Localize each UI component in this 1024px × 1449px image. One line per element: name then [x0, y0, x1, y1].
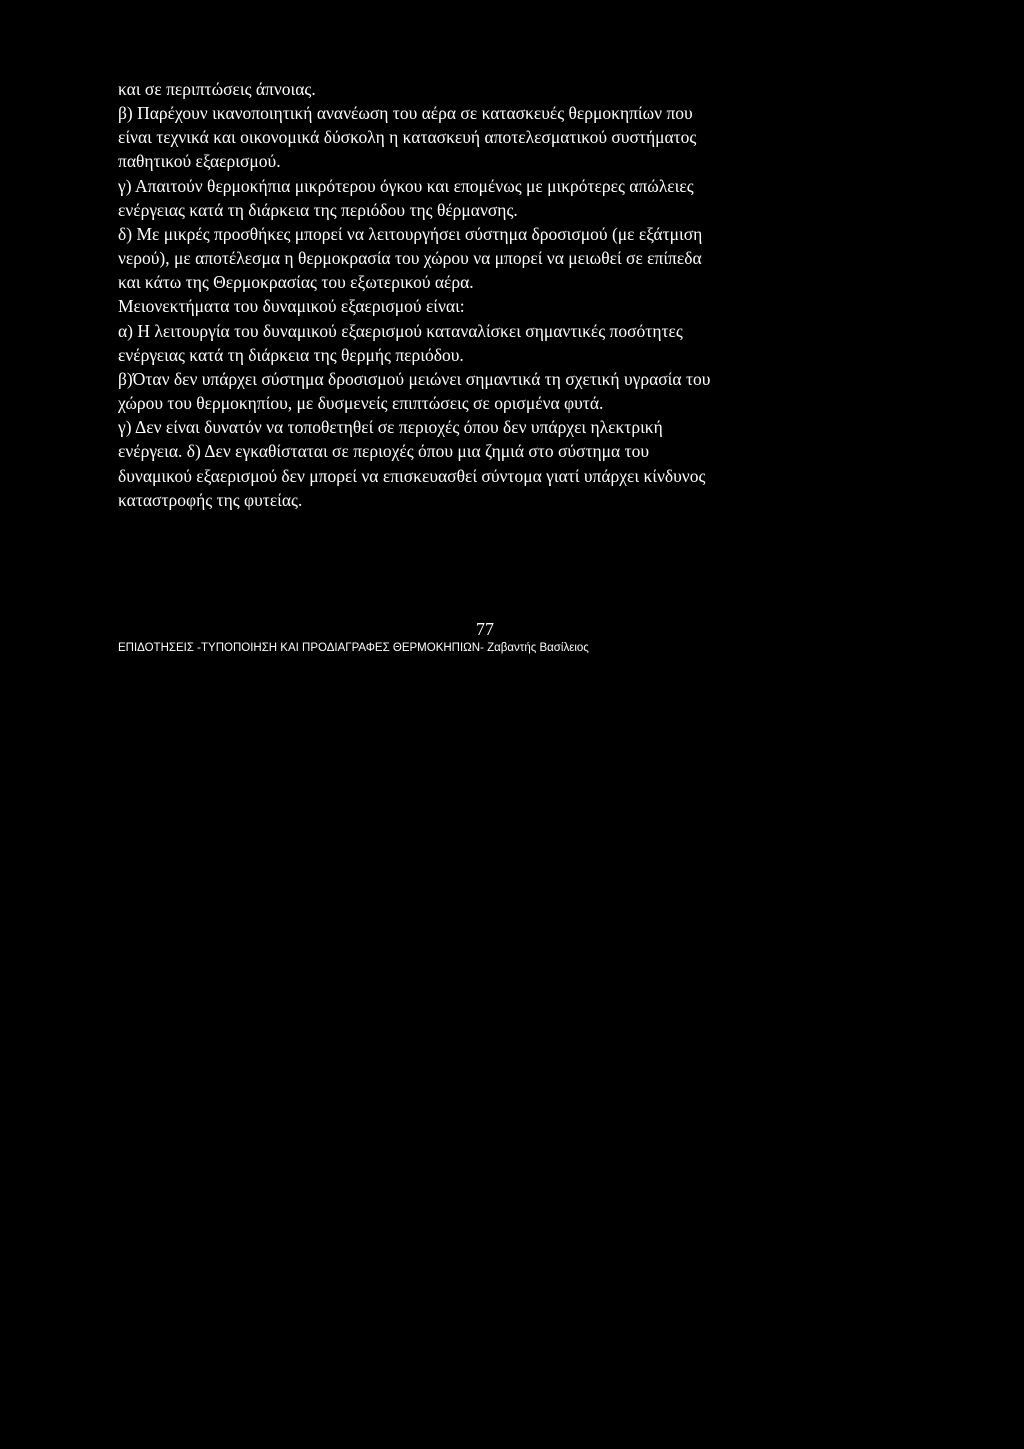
text-line: β) Παρέχουν ικανοποιητική ανανέωση του αέρα σε κατασκευές θερμοκηπίων που	[118, 103, 693, 124]
body-text	[118, 77, 848, 512]
text-line: και σε περιπτώσεις άπνοιας.	[118, 79, 316, 99]
text-line: δυναμικού εξαερισμού δεν μπορεί να επισκευασθεί σύντομα γιατί υπάρχει κίνδυνος	[118, 465, 706, 486]
text-line: ενέργεια. δ) Δεν εγκαθίσταται σε περιοχές όπου μια ζημιά στο σύστημα του	[118, 441, 650, 462]
page-number: 77	[476, 619, 494, 639]
page-footer: ΕΠΙΔΟΤΗΣΕΙΣ -ΤΥΠΟΠΟΙΗΣΗ ΚΑΙ ΠΡΟΔΙΑΓΡΑΦΕΣ ΘΕΡΜΟΚΗΠΙΩΝ- Ζαβαντής Βασίλειος	[118, 642, 589, 654]
text-line: γ) Δεν είναι δυνατόν να τοποθετηθεί σε περιοχές όπου δεν υπάρχει ηλεκτρική	[118, 417, 663, 438]
text-line: και κάτω της Θερμοκρασίας του εξωτερικού αέρα.	[118, 272, 474, 293]
text-line: παθητικού εξαερισμού.	[118, 151, 281, 172]
text-line: ενέργειας κατά τη διάρκεια της θερμής περιόδου.	[118, 344, 464, 365]
text-line: δ) Με μικρές προσθήκες μπορεί να λειτουργήσει σύστημα δροσισμού (με εξάτμιση	[118, 223, 703, 244]
text-line: γ) Απαιτούν θερμοκήπια μικρότερου όγκου και επομένως με μικρότερες απώλειες	[118, 175, 694, 196]
text-line: Μειονεκτήματα του δυναμικού εξαερισμού είναι:	[118, 296, 465, 317]
text-line: α) Η λειτουργία του δυναμικού εξαερισμού καταναλίσκει σημαντικές ποσότητες	[118, 320, 683, 341]
text-line: καταστροφής της φυτείας.	[118, 489, 303, 510]
text-line: νερού), με αποτέλεσμα η θερμοκρασία του χώρου να μπορεί να μειωθεί σε επίπεδα	[118, 248, 702, 269]
text-line: χώρου του θερμοκηπίου, με δυσμενείς επιπτώσεις σε ορισμένα φυτά.	[118, 393, 604, 414]
text-line: ενέργειας κατά τη διάρκεια της περιόδου της θέρμανσης.	[118, 199, 518, 220]
text-line: β)Όταν δεν υπάρχει σύστημα δροσισμού μειώνει σημαντικά τη σχετική υγρασία του	[118, 368, 711, 389]
text-line: είναι τεχνικά και οικονομικά δύσκολη η κατασκευή αποτελεσματικού συστήματος	[118, 127, 697, 148]
